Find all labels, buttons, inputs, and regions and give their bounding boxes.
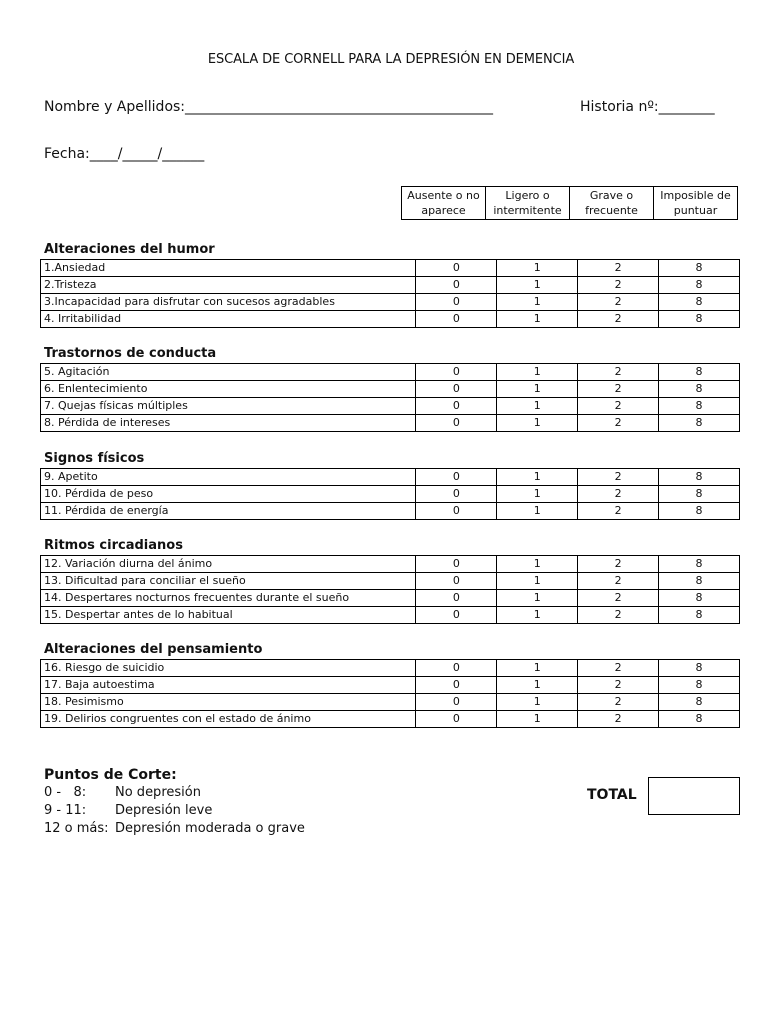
item-label: 15. Despertar antes de lo habitual <box>41 607 416 624</box>
score-option[interactable]: 2 <box>578 469 659 486</box>
score-option[interactable]: 8 <box>659 415 740 432</box>
historia-field[interactable]: Historia nº:________ <box>580 99 715 115</box>
column-header <box>654 187 738 220</box>
score-option[interactable]: 2 <box>578 311 659 328</box>
score-option[interactable]: 8 <box>659 486 740 503</box>
score-option[interactable]: 8 <box>659 381 740 398</box>
table-row <box>41 381 740 398</box>
score-option[interactable]: 8 <box>659 556 740 573</box>
items-table <box>40 259 740 328</box>
column-header-line: frecuente <box>585 204 638 217</box>
cutoff-range: 12 o más: <box>44 821 109 836</box>
cutoff-label: Depresión moderada o grave <box>115 821 305 836</box>
section <box>40 345 740 432</box>
item-label: 6. Enlentecimiento <box>41 381 416 398</box>
item-label: 8. Pérdida de intereses <box>41 415 416 432</box>
score-option[interactable]: 1 <box>497 381 578 398</box>
score-option[interactable]: 8 <box>659 503 740 520</box>
cutoff-legend <box>44 767 305 838</box>
score-option[interactable]: 0 <box>416 311 497 328</box>
section-title: Trastornos de conducta <box>44 346 217 361</box>
score-option[interactable]: 0 <box>416 556 497 573</box>
score-option[interactable]: 0 <box>416 590 497 607</box>
score-option[interactable]: 1 <box>497 294 578 311</box>
item-label: 19. Delirios congruentes con el estado de ánimo <box>41 711 416 728</box>
score-option[interactable]: 0 <box>416 277 497 294</box>
score-option[interactable]: 2 <box>578 677 659 694</box>
item-label: 2.Tristeza <box>41 277 416 294</box>
item-label: 1.Ansiedad <box>41 260 416 277</box>
column-header-line: aparece <box>421 204 466 217</box>
score-option[interactable]: 0 <box>416 573 497 590</box>
score-option[interactable]: 0 <box>416 364 497 381</box>
column-header-line: Ausente o no <box>407 189 480 202</box>
score-option[interactable]: 1 <box>497 607 578 624</box>
column-header-line: Grave o <box>589 189 634 202</box>
table-row <box>41 694 740 711</box>
score-option[interactable]: 0 <box>416 381 497 398</box>
table-row <box>41 677 740 694</box>
table-row <box>41 590 740 607</box>
total-box[interactable] <box>648 777 740 815</box>
column-header-line: Ligero o <box>505 189 550 202</box>
table-row <box>41 503 740 520</box>
score-option[interactable]: 1 <box>497 590 578 607</box>
table-row <box>41 556 740 573</box>
score-option[interactable]: 1 <box>497 486 578 503</box>
section <box>40 241 740 328</box>
score-option[interactable]: 2 <box>578 364 659 381</box>
score-option[interactable]: 0 <box>416 607 497 624</box>
section-title: Alteraciones del humor <box>44 242 215 257</box>
cutoff-label: Depresión leve <box>115 803 213 818</box>
score-option[interactable]: 8 <box>659 660 740 677</box>
column-header-line: puntuar <box>673 204 718 217</box>
score-option[interactable]: 1 <box>497 311 578 328</box>
score-option[interactable]: 2 <box>578 277 659 294</box>
score-option[interactable]: 8 <box>659 277 740 294</box>
score-option[interactable]: 2 <box>578 556 659 573</box>
table-row <box>41 573 740 590</box>
table-row <box>41 711 740 728</box>
section <box>40 537 740 624</box>
score-option[interactable]: 0 <box>416 260 497 277</box>
cutoff-range: 9 - 11: <box>44 803 87 818</box>
score-option[interactable]: 1 <box>497 260 578 277</box>
items-table <box>40 363 740 432</box>
score-option[interactable]: 2 <box>578 294 659 311</box>
table-row <box>41 311 740 328</box>
column-header-table <box>401 186 738 220</box>
score-option[interactable]: 1 <box>497 398 578 415</box>
section-title: Ritmos circadianos <box>44 538 183 553</box>
item-label: 7. Quejas físicas múltiples <box>41 398 416 415</box>
score-option[interactable]: 8 <box>659 469 740 486</box>
score-option[interactable]: 8 <box>659 573 740 590</box>
name-field[interactable]: Nombre y Apellidos:____________________________________________ <box>44 99 494 115</box>
score-option[interactable]: 0 <box>416 469 497 486</box>
item-label: 16. Riesgo de suicidio <box>41 660 416 677</box>
score-option[interactable]: 2 <box>578 607 659 624</box>
score-option[interactable]: 1 <box>497 556 578 573</box>
table-row <box>41 277 740 294</box>
score-option[interactable]: 1 <box>497 711 578 728</box>
fecha-field[interactable]: Fecha:____/_____/______ <box>44 146 205 162</box>
cutoff-range: 0 - 8: <box>44 785 87 800</box>
score-option[interactable]: 2 <box>578 415 659 432</box>
score-option[interactable]: 8 <box>659 694 740 711</box>
table-row <box>41 607 740 624</box>
score-option[interactable]: 1 <box>497 364 578 381</box>
item-label: 3.Incapacidad para disfrutar con sucesos agradables <box>41 294 416 311</box>
item-label: 12. Variación diurna del ánimo <box>41 556 416 573</box>
score-option[interactable]: 0 <box>416 398 497 415</box>
column-header-line: intermitente <box>493 204 562 217</box>
table-row <box>41 486 740 503</box>
score-option[interactable]: 0 <box>416 660 497 677</box>
score-option[interactable]: 2 <box>578 503 659 520</box>
item-label: 4. Irritabilidad <box>41 311 416 328</box>
cutoff-row <box>44 802 305 820</box>
item-label: 5. Agitación <box>41 364 416 381</box>
item-label: 11. Pérdida de energía <box>41 503 416 520</box>
item-label: 14. Despertares nocturnos frecuentes durante el sueño <box>41 590 416 607</box>
score-option[interactable]: 1 <box>497 503 578 520</box>
score-option[interactable]: 2 <box>578 711 659 728</box>
section-title: Alteraciones del pensamiento <box>44 642 263 657</box>
table-row <box>41 398 740 415</box>
score-option[interactable]: 8 <box>659 311 740 328</box>
column-header <box>486 187 570 220</box>
score-option[interactable]: 0 <box>416 486 497 503</box>
score-option[interactable]: 1 <box>497 660 578 677</box>
score-option[interactable]: 1 <box>497 277 578 294</box>
page-title: ESCALA DE CORNELL PARA LA DEPRESIÓN EN DEMENCIA <box>207 52 575 67</box>
score-option[interactable]: 2 <box>578 260 659 277</box>
score-option[interactable]: 0 <box>416 503 497 520</box>
item-label: 9. Apetito <box>41 469 416 486</box>
score-option[interactable]: 8 <box>659 607 740 624</box>
score-option[interactable]: 2 <box>578 398 659 415</box>
score-option[interactable]: 0 <box>416 711 497 728</box>
score-option[interactable]: 8 <box>659 677 740 694</box>
score-option[interactable]: 8 <box>659 294 740 311</box>
table-row <box>41 260 740 277</box>
score-option[interactable]: 8 <box>659 590 740 607</box>
score-option[interactable]: 0 <box>416 694 497 711</box>
items-table <box>40 555 740 624</box>
section <box>40 450 740 520</box>
item-label: 10. Pérdida de peso <box>41 486 416 503</box>
column-header-line: Imposible de <box>660 189 731 202</box>
column-header <box>402 187 486 220</box>
table-row <box>41 469 740 486</box>
item-label: 17. Baja autoestima <box>41 677 416 694</box>
table-row <box>41 364 740 381</box>
score-option[interactable]: 1 <box>497 415 578 432</box>
score-option[interactable]: 2 <box>578 486 659 503</box>
item-label: 18. Pesimismo <box>41 694 416 711</box>
score-option[interactable]: 8 <box>659 364 740 381</box>
score-option[interactable]: 1 <box>497 694 578 711</box>
section <box>40 641 740 728</box>
cutoff-title: Puntos de Corte: <box>44 767 177 783</box>
cutoff-row <box>44 784 305 802</box>
score-option[interactable]: 1 <box>497 677 578 694</box>
score-option[interactable]: 8 <box>659 260 740 277</box>
score-option[interactable]: 8 <box>659 711 740 728</box>
total-label: TOTAL <box>587 787 637 803</box>
score-option[interactable]: 0 <box>416 677 497 694</box>
column-header <box>570 187 654 220</box>
cutoff-row <box>44 820 305 838</box>
table-row <box>41 294 740 311</box>
score-option[interactable]: 2 <box>578 573 659 590</box>
score-option[interactable]: 0 <box>416 415 497 432</box>
score-option[interactable]: 1 <box>497 573 578 590</box>
table-row <box>41 415 740 432</box>
items-table <box>40 659 740 728</box>
score-option[interactable]: 2 <box>578 590 659 607</box>
items-table <box>40 468 740 520</box>
score-option[interactable]: 2 <box>578 660 659 677</box>
score-option[interactable]: 2 <box>578 381 659 398</box>
section-title: Signos físicos <box>44 451 145 466</box>
score-option[interactable]: 8 <box>659 398 740 415</box>
score-option[interactable]: 0 <box>416 294 497 311</box>
item-label: 13. Dificultad para conciliar el sueño <box>41 573 416 590</box>
cutoff-label: No depresión <box>115 785 201 800</box>
score-option[interactable]: 2 <box>578 694 659 711</box>
score-option[interactable]: 1 <box>497 469 578 486</box>
table-row <box>41 660 740 677</box>
